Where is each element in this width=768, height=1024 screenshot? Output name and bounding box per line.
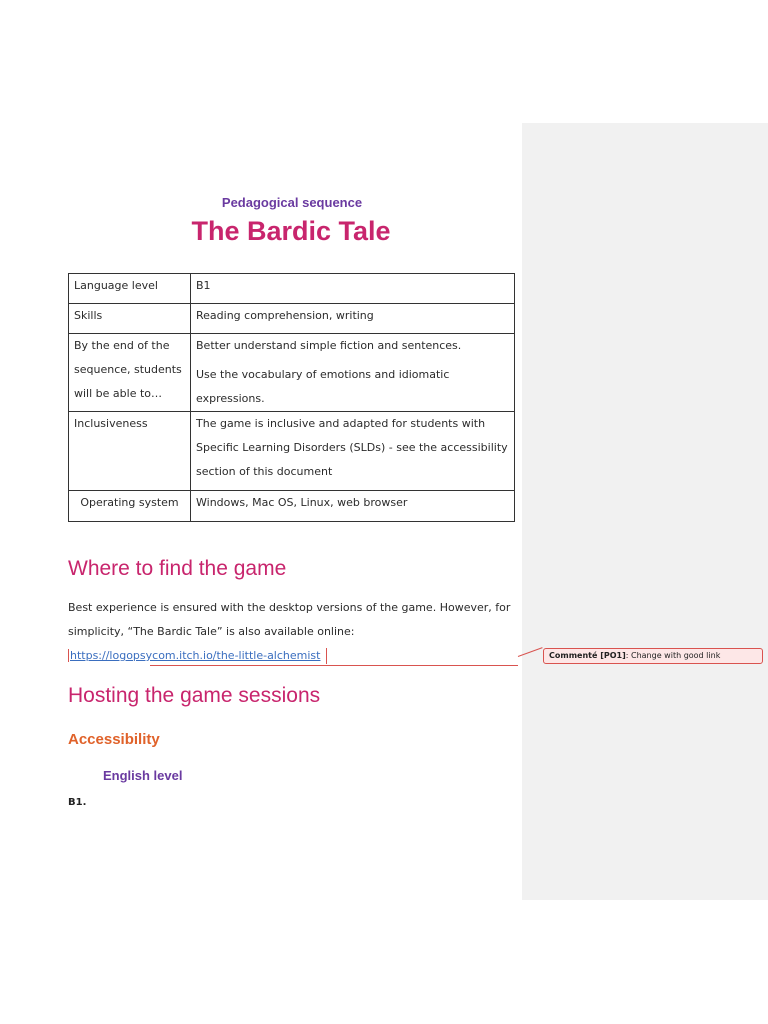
table-cell-label: Skills — [69, 304, 191, 334]
table-cell-label: Inclusiveness — [69, 412, 191, 491]
availability-paragraph — [68, 596, 518, 668]
table-cell-value — [191, 334, 515, 412]
heading-accessibility: Accessibility — [68, 731, 160, 748]
info-table — [68, 273, 515, 522]
cell-paragraph: B1 — [196, 279, 211, 292]
table-row — [69, 274, 515, 304]
comment-anchor-marker — [326, 648, 327, 664]
table-cell-value — [191, 491, 515, 522]
table-row — [69, 334, 515, 412]
table-cell-label: By the end of the sequence, students will be able to… — [69, 334, 191, 412]
comment-author: Commenté [PO1] — [549, 651, 626, 660]
document-subtitle: Pedagogical sequence — [221, 195, 363, 210]
table-cell-value — [191, 274, 515, 304]
cell-paragraph: Better understand simple fiction and sentences. — [196, 339, 462, 352]
heading-english-level: English level — [103, 768, 183, 783]
paragraph-text: Best experience is ensured with the desktop versions of the game. However, for simplicity, “The Bardic Tale” is also available online: — [68, 601, 511, 638]
table-row — [69, 412, 515, 491]
table-row — [69, 491, 515, 522]
comment-separator: : — [625, 651, 631, 660]
table-cell-label: Operating system — [69, 491, 191, 522]
cell-paragraph: Windows, Mac OS, Linux, web browser — [196, 496, 408, 509]
game-link[interactable]: https://logopsycom.itch.io/the-little-alchemist — [70, 649, 321, 662]
document-title: The Bardic Tale — [191, 216, 391, 246]
english-level-value: B1. — [68, 797, 87, 808]
comment-connector-line — [150, 665, 518, 666]
table-cell-value — [191, 412, 515, 491]
table-cell-value — [191, 304, 515, 334]
comment-text: Change with good link — [631, 651, 721, 660]
heading-hosting: Hosting the game sessions — [68, 684, 321, 707]
table-cell-label: Language level — [69, 274, 191, 304]
heading-where-to-find: Where to find the game — [68, 557, 287, 580]
cell-paragraph: Reading comprehension, writing — [196, 309, 374, 322]
comment-balloon[interactable] — [543, 648, 763, 664]
cell-paragraph: The game is inclusive and adapted for students with Specific Learning Disorders (SLDs) - see the accessibility section of this document — [196, 417, 508, 478]
cell-paragraph: Use the vocabulary of emotions and idiomatic expressions. — [196, 368, 450, 405]
table-row — [69, 304, 515, 334]
